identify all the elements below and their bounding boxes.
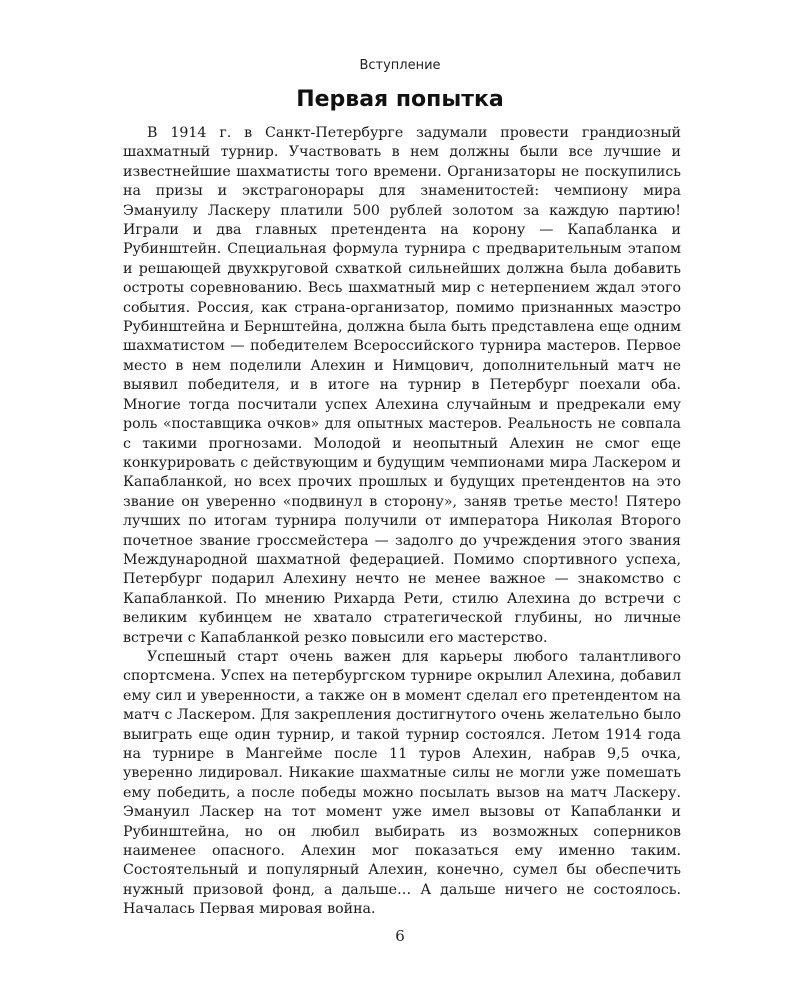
chapter-title: Первая попытка (296, 87, 504, 112)
paragraph: В 1914 г. в Санкт-Петербурге задумали провести грандиозный шахматный турнир. Участвовать в нем должны были все лучшие и известнейшие шахматисты того времени. Организаторы не поскупились на призы и экстрагонорары для знаменитостей: чемпиону мира Эмануилу Ласкеру платили 500 рублей золотом за каждую партию! Играли и два главных претендента на корону — Капабланка и Рубинштейн. Специальная формула турнира с предварительным этапом и решающей двухкруговой схваткой сильнейших должна была добавить остроты соревнованию. Весь шахматный мир с нетерпением ждал этого события. Россия, как страна-организатор, помимо признанных маэстро Рубинштейна и Бернштейна, должна была быть представлена еще одним шахматистом — победителем Всероссийского турнира мастеров. Первое место в нем поделили Алехин и Нимцович, дополнительный матч не выявил победителя, и в итоге на турнир в Петербург поехали оба. Многие тогда посчитали успех Алехина случайным и предрекали ему роль «поставщика очков» для опытных мастеров. Реальность не совпала с такими прогнозами. Молодой и неопытный Алехин не смог еще конкурировать с действующим и будущим чемпионами мира Ласкером и Капабланкой, но всех прочих прошлых и будущих претендентов на это звание он уверенно «подвинул в сторону», заняв третье место! Пятеро лучших по итогам турнира получили от императора Николая Второго почетное звание гроссмейстера — задолго до учреждения этого звания Международной шахматной федерацией. Помимо спортивного успеха, Петербург подарил Алехину нечто не менее важное — знакомство с Капабланкой. По мнению Рихарда Рети, стилю Алехина до встречи с великим кубинцем не хватало стратегической глубины, но личные встречи с Капабланкой резко повысили его мастерство. (123, 125, 681, 646)
page-number: 6 (395, 927, 405, 945)
body-text (123, 124, 681, 920)
running-head: Вступление (359, 58, 441, 73)
paragraph: Успешный старт очень важен для карьеры любого талантливого спортсмена. Успех на петербургском турнире окрылил Алехина, добавил ему сил и уверенности, а также он в момент сделал его претендентом на матч с Ласкером. Для закрепления достигнутого очень желательно было выиграть еще один турнир, и такой турнир состоялся. Летом 1914 года на турнире в Мангейме после 11 туров Алехин, набрав 9,5 очка, уверенно лидировал. Никакие шахматные силы не могли уже помешать ему победить, а после победы можно посылать вызов на матч Ласкеру. Эмануил Ласкер на тот момент уже имел вызовы от Капабланки и Рубинштейна, но он любил выбирать из возможных соперников наименее опасного. Алехин мог показаться ему именно таким. Состоятельный и популярный Алехин, конечно, сумел бы обеспечить нужный призовой фонд, а дальше… А дальше ничего не состоялось. Началась Первая мировая война. (123, 648, 681, 918)
